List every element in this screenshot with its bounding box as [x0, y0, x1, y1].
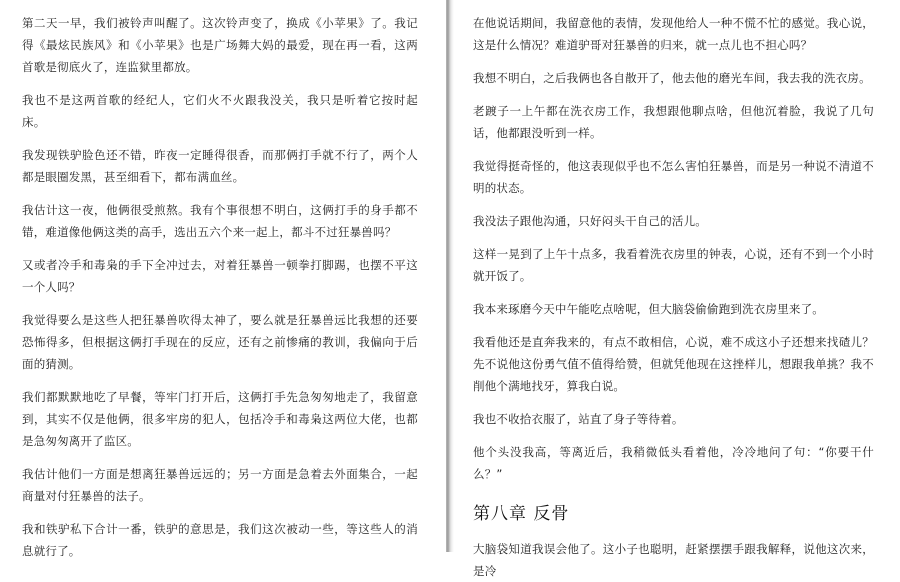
left-page: [0, 0, 446, 558]
paragraph: 我觉得要么是这些人把狂暴兽吹得太神了，要么就是狂暴兽远比我想的还要恐怖得多，但根据这俩打手现在的反应，还有之前惨痛的教训，我偏向于后面的猜测。: [22, 313, 418, 371]
paragraph: 我估计他们一方面是想离狂暴兽远远的；另一方面是急着去外面集合，一起商量对付狂暴兽的法子。: [22, 467, 418, 503]
paragraph: 第二天一早，我们被铃声叫醒了。这次铃声变了，换成《小苹果》了。我记得《最炫民族风》和《小苹果》也是广场舞大妈的最爱，现在再一看，这两首歌是彻底火了，连监狱里都放。: [22, 16, 418, 74]
paragraph: 又或者冷手和毒枭的手下全冲过去，对着狂暴兽一顿拳打脚踢，也摆不平这一个人吗？: [22, 258, 418, 294]
paragraph: 我想不明白，之后我俩也各自散开了，他去他的磨光车间，我去我的洗衣房。: [473, 71, 871, 85]
paragraph: 我没法子跟他沟通，只好闷头干自己的活儿。: [473, 214, 707, 228]
paragraph: 我们都默默地吃了早餐，等牢门打开后，这俩打手先急匆匆地走了，我留意到，其实不仅是他俩，很多牢房的犯人，包括冷手和毒枭这两位大佬，也都是急匆匆离开了监区。: [22, 390, 418, 448]
page-gutter: [446, 0, 454, 552]
chapter-title: 第八章 反骨: [473, 504, 570, 524]
paragraph: 我本来琢磨今天中午能吃点啥呢，但大脑袋偷偷跑到洗衣房里来了。: [473, 302, 824, 316]
paragraph: 我也不收拾衣服了，站直了身子等待着。: [473, 412, 684, 426]
paragraph: 老踱子一上午都在洗衣房工作，我想跟他聊点啥，但他沉着脸，我说了几句话，他都跟没听到一样。: [473, 104, 874, 140]
paragraph: 在他说话期间，我留意他的表情，发现他给人一种不慌不忙的感觉。我心说，这是什么情况？难道驴哥对狂暴兽的归来，就一点儿也不担心吗？: [473, 16, 874, 52]
paragraph: 我也不是这两首歌的经纪人，它们火不火跟我没关，我只是听着它按时起床。: [22, 93, 418, 129]
paragraph: 我发现铁驴脸色还不错，昨夜一定睡得很香，而那俩打手就不行了，两个人都是眼圈发黑，甚至细看下，都布满血丝。: [22, 148, 418, 184]
paragraph: 这样一晃到了上午十点多，我看着洗衣房里的钟表，心说，还有不到一个小时就开饭了。: [473, 247, 874, 283]
paragraph: 他个头没我高，等离近后，我稍微低头看着他，冷冷地问了句：“你要干什么？”: [473, 445, 874, 481]
paragraph: 我和铁驴私下合计一番，铁驴的意思是，我们这次被动一些，等这些人的消息就行了。: [22, 522, 418, 558]
paragraph: 我觉得挺奇怪的，他这表现似乎也不怎么害怕狂暴兽，而是另一种说不清道不明的状态。: [473, 159, 874, 195]
paragraph: 我看他还是直奔我来的，有点不敢相信，心说，难不成这小子还想来找碴儿？先不说他这份勇气值不值得给赞，但就凭他现在这挫样儿，想跟我单挑？我不削他个满地找牙，算我白说。: [473, 335, 874, 393]
paragraph: 我估计这一夜，他俩很受煎熬。我有个事很想不明白，这俩打手的身手都不错，难道像他俩这类的高手，选出五六个来一起上，都斗不过狂暴兽吗？: [22, 203, 418, 239]
right-page: [454, 0, 900, 578]
paragraph: 大脑袋知道我误会他了。这小子也聪明，赶紧摆摆手跟我解释，说他这次来，是冷: [473, 542, 874, 578]
